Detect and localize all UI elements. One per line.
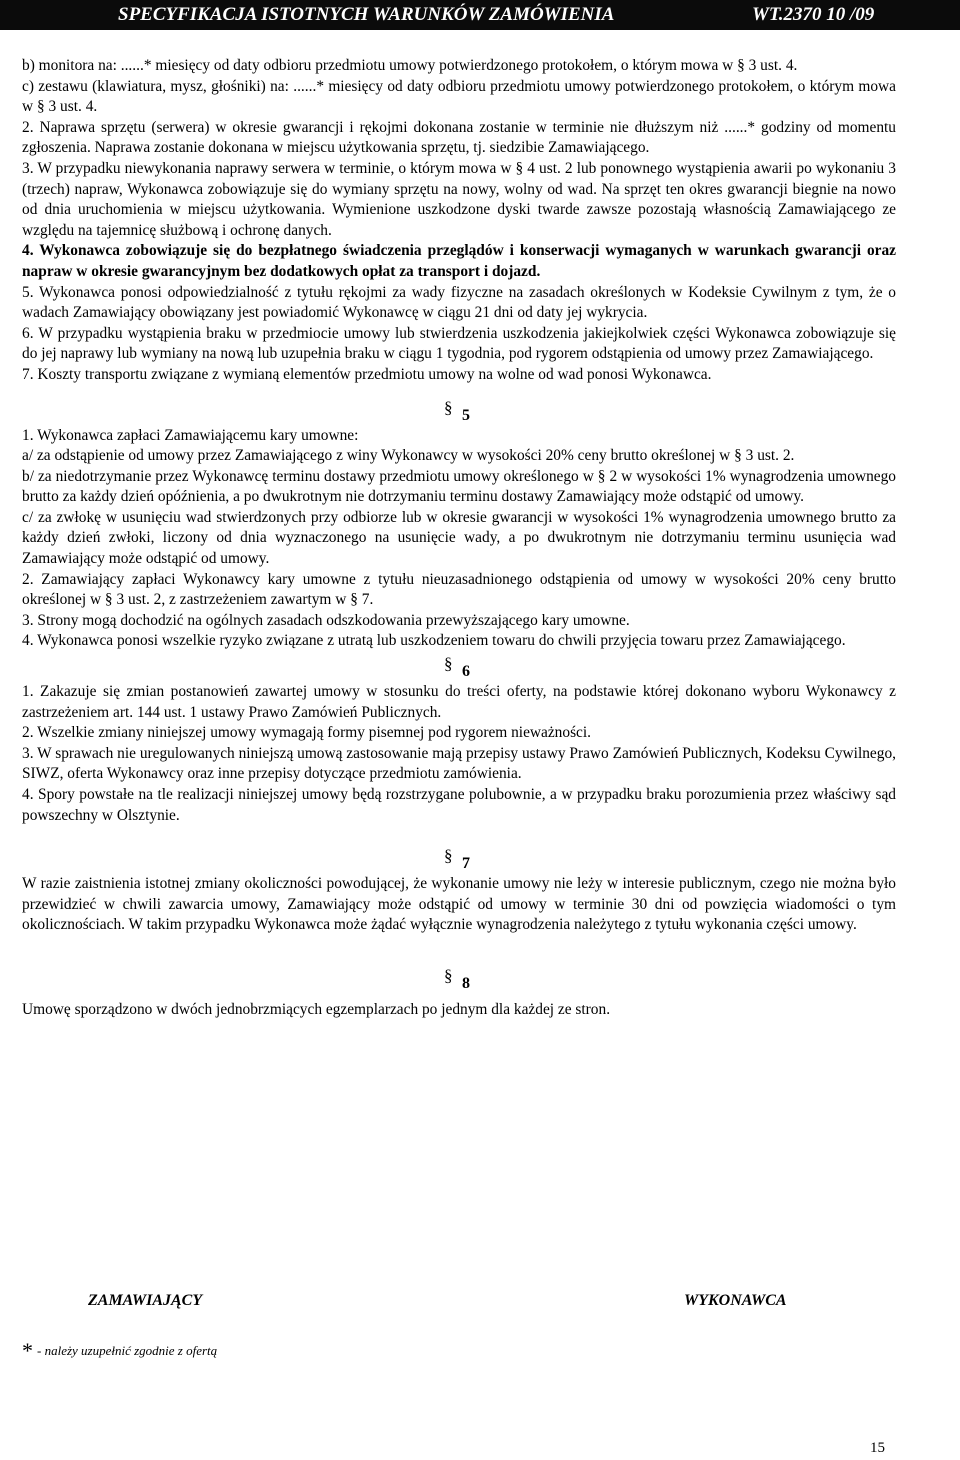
list-item: c/ za zwłokę w usunięciu wad stwierdzonych przy odbiorze lub w okresie gwarancji w wysokości 1% wynagrodzenia umownego brutto za każdy dzień zwłoki, liczony od dnia wyznaczonego na usunięcie wady, a po dwukrotnym nie dotrzymaniu terminu usunięcia wad Zamawiający może odstąpić od umowy. xyxy=(22,508,896,568)
paragraph: 2. Naprawa sprzętu (serwera) w okresie gwarancji i rękojmi dokonana zostanie w terminie nie dłuższym niż ......* godziny od momentu zgłoszenia. Naprawa zostanie dokonana w miejscu użytkowania sprzętu, tj. siedzibie Zamawiającego. xyxy=(22,118,896,157)
signature-contracting-authority: ZAMAWIAJĄCY xyxy=(88,1292,203,1309)
list-item: b/ za niedotrzymanie przez Wykonawcę terminu dostawy przedmiotu umowy określonego w § 2 w wysokości 1% wynagrodzenia umownego brutto za każdy dzień opóźnienia, a po dwukrotnym nie dotrzymaniu terminu dostawy Zamawiający może odstąpić od umowy. xyxy=(22,467,896,506)
paragraph: 7. Koszty transportu związane z wymianą elementów przedmiotu umowy na wolne od wad ponosi Wykonawca. xyxy=(22,365,712,383)
paragraph: 2. Wszelkie zmiany niniejszej umowy wymagają formy pisemnej pod rygorem nieważności. xyxy=(22,724,592,742)
section-sign: § xyxy=(444,654,453,674)
header-title: SPECYFIKACJA ISTOTNYCH WARUNKÓW ZAMÓWIENIA xyxy=(118,4,615,25)
section-sign: § xyxy=(444,846,453,866)
section-number: 8 xyxy=(462,974,470,992)
paragraph: 2. Zamawiający zapłaci Wykonawcy kary umowne z tytułu nieuzasadnionego odstąpienia od umowy w wysokości 20% ceny brutto określonej w § 3 ust. 2, z zastrzeżeniem zawartym w § 7. xyxy=(22,570,896,609)
footnote xyxy=(22,1338,217,1364)
paragraph: 3. Strony mogą dochodzić na ogólnych zasadach odszkodowania przewyższającego kary umowne. xyxy=(22,611,630,629)
section-number: 6 xyxy=(462,663,470,681)
section-heading-6 xyxy=(22,654,896,682)
paragraph: 4. Wykonawca ponosi wszelkie ryzyko związane z utratą lub uszkodzeniem towaru do chwili przyjęcia towaru przez Zamawiającego. xyxy=(22,632,846,650)
section-number: 5 xyxy=(462,406,470,424)
page-number: 15 xyxy=(870,1440,885,1456)
header-reference: WT.2370 10 /09 xyxy=(752,4,875,25)
paragraph: b) monitora na: ......* miesięcy od daty odbioru przedmiotu umowy potwierdzonego protokołem, o którym mowa w § 3 ust. 4. xyxy=(22,57,798,74)
paragraph: c) zestawu (klawiatura, mysz, głośniki) na: ......* miesięcy od daty odbioru przedmiotu umowy potwierdzonego protokołem, o którym mowa w § 3 ust. 4. xyxy=(22,77,896,116)
footnote-star: * xyxy=(22,1338,33,1363)
paragraph: 6. W przypadku wystąpienia braku w przedmiocie umowy lub stwierdzenia uszkodzenia jakiejkolwiek części Wykonawca zobowiązuje się do jej naprawy lub wymiany na nową lub uzupełnia braku w ciągu 1 tygodnia, pod rygorem odstąpienia od umowy przez Zamawiającego. xyxy=(22,324,896,363)
section-sign: § xyxy=(444,397,453,417)
paragraph: 3. W przypadku niewykonania naprawy serwera w terminie, o którym mowa w § 4 ust. 2 lub ponownego wystąpienia awarii po wykonaniu 3 (trzech) napraw, Wykonawca zobowiązuje się do wymiany sprzętu na nowy, wolny od wad. Na sprzęt ten okres gwarancji biegnie na nowo od dnia uruchomienia w miejscu użytkowania. Wymienione uszkodzone dyski twarde zawsze pozostają własnością Zamawiającego ze względu na tajemnicę służbową i ochronę danych. xyxy=(22,159,896,239)
section-heading-8 xyxy=(22,965,896,994)
paragraph: 3. W sprawach nie uregulowanych niniejszą umową zastosowanie mają przepisy ustawy Prawo Zamówień Publicznych, Kodeksu Cywilnego, SIWZ, oferta Wykonawcy oraz inne przepisy dotyczące przedmiotu zamówienia. xyxy=(22,744,896,783)
paragraph-bold: 4. Wykonawca zobowiązuje się do bezpłatnego świadczenia przeglądów i konserwacji wymaganych w warunkach gwarancji oraz napraw w okresie gwarancyjnym bez dodatkowych opłat za transport i dojazd. xyxy=(22,242,896,280)
paragraph: 4. Spory powstałe na tle realizacji niniejszej umowy będą rozstrzygane polubownie, a w przypadku braku porozumienia przez właściwy sąd powszechny w Olsztynie. xyxy=(22,786,896,824)
section-sign: § xyxy=(444,965,453,985)
document-header xyxy=(0,0,960,30)
paragraph: 1. Wykonawca zapłaci Zamawiającemu kary umowne: xyxy=(22,426,359,444)
paragraph: W razie zaistnienia istotnej zmiany okoliczności powodującej, że wykonanie umowy nie leży w interesie publicznym, czego nie można było przewidzieć w chwili zawarcia umowy, Zamawiający może odstąpić od umowy w terminie 30 dni od powzięcia wiadomości o tym okolicznościach. W takim przypadku Wykonawca może żądać wyłącznie wynagrodzenia należytego z tytułu wykonania części umowy. xyxy=(22,875,896,934)
section-heading-5 xyxy=(22,397,896,426)
section-number: 7 xyxy=(462,855,470,873)
list-item: a/ za odstąpienie od umowy przez Zamawiającego z winy Wykonawcy w wysokości 20% ceny brutto określonej w § 3 ust. 2. xyxy=(22,447,795,465)
section-heading-7 xyxy=(22,846,896,874)
paragraph: Umowę sporządzono w dwóch jednobrzmiących egzemplarzach po jednym dla każdej ze stron. xyxy=(22,1000,611,1018)
document-body xyxy=(22,56,896,1021)
paragraph: 5. Wykonawca ponosi odpowiedzialność z tytułu rękojmi za wady fizyczne na zasadach określonych w Kodeksie Cywilnym z tym, że o wadach Zamawiający obowiązany jest powiadomić Wykonawcę w ciągu 21 dni od daty jej wykrycia. xyxy=(22,283,896,322)
signature-contractor: WYKONAWCA xyxy=(684,1292,787,1309)
footnote-text: - należy uzupełnić zgodnie z ofertą xyxy=(37,1343,218,1358)
paragraph: 1. Zakazuje się zmian postanowień zawartej umowy w stosunku do treści oferty, na podstawie której dokonano wyboru Wykonawcy z zastrzeżeniem art. 144 ust. 1 ustawy Prawo Zamówień Publicznych. xyxy=(22,683,896,721)
